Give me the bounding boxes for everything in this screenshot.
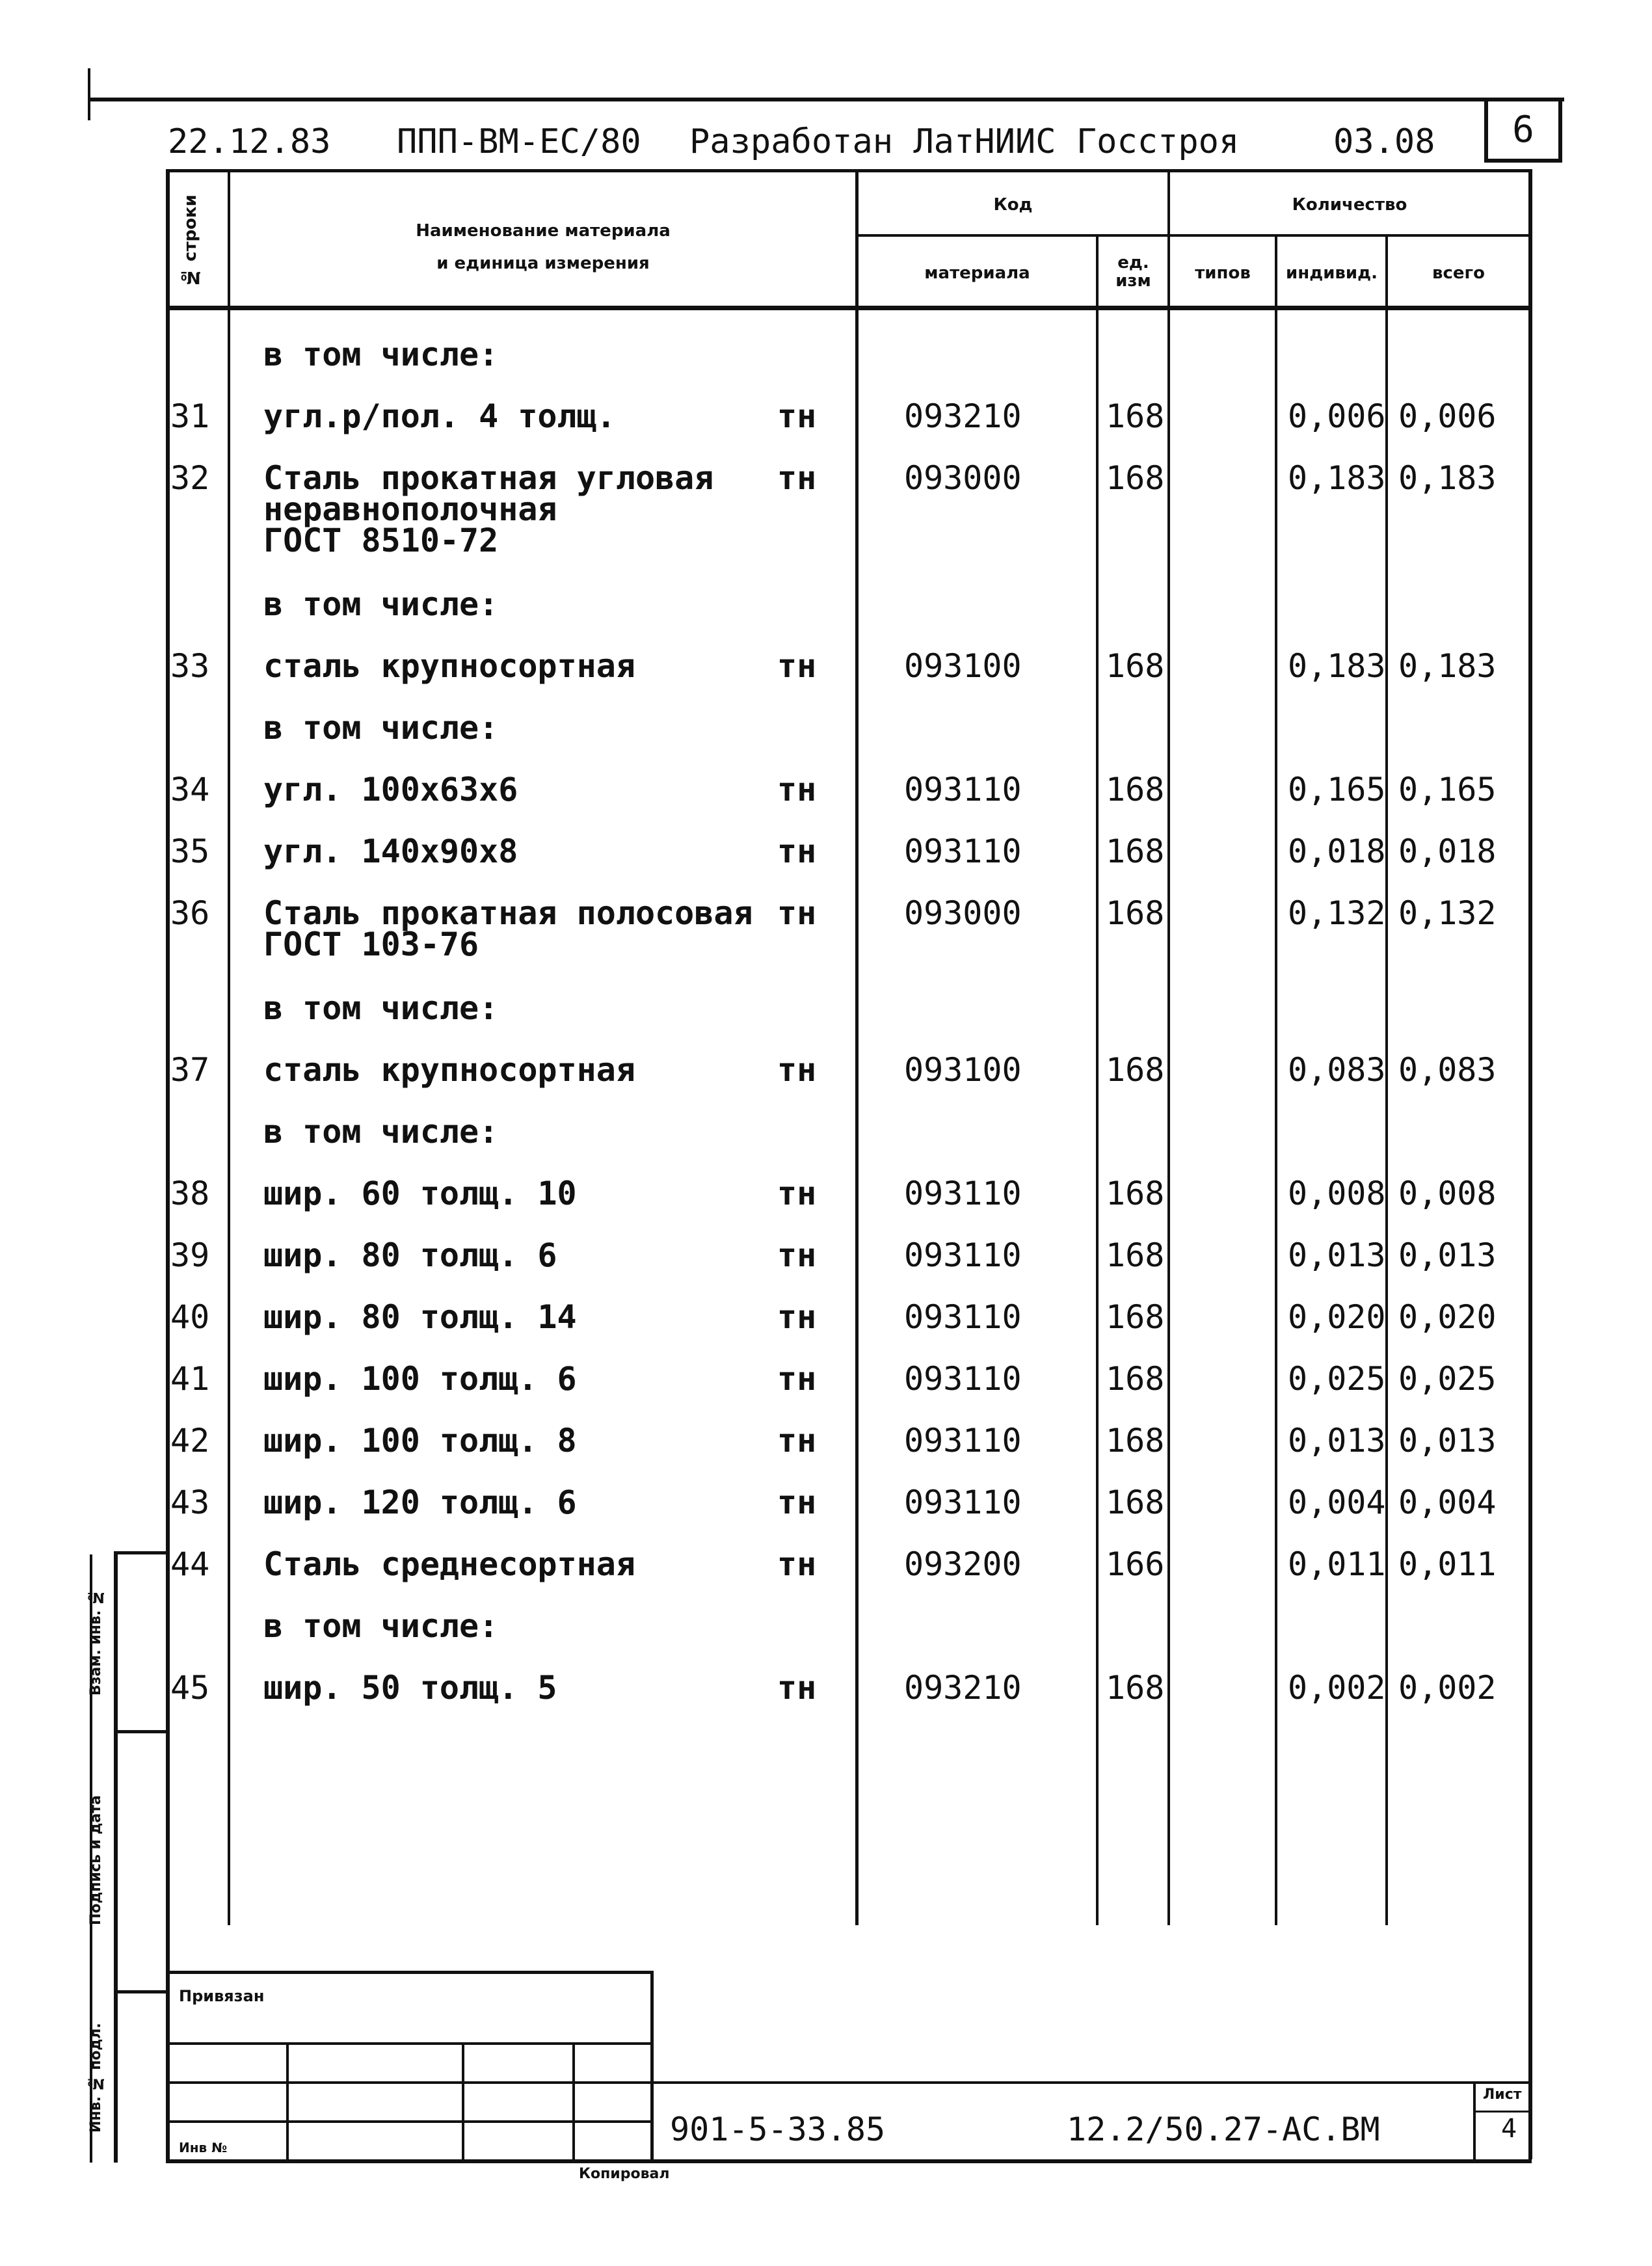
col-line-indiv (1385, 234, 1388, 1925)
unit-code: 168 (1106, 1360, 1165, 1398)
unit: тн (777, 833, 817, 870)
material-name: Сталь среднесортная (263, 1545, 635, 1583)
qty-total: 0,020 (1398, 1298, 1497, 1336)
material-name: шир. 80 толщ. 14 (263, 1298, 577, 1336)
qty-individual: 0,132 (1288, 894, 1386, 932)
material-code: 093100 (904, 647, 1022, 685)
col-header-qty-group: Количество (1292, 195, 1407, 215)
qty-total: 0,006 (1398, 397, 1497, 435)
col-line-code (1096, 234, 1099, 1925)
qty-total: 0,013 (1398, 1422, 1497, 1460)
sheet-label: Лист (1483, 2086, 1522, 2103)
material-name: шир. 100 толщ. 6 (263, 1360, 577, 1398)
unit-code: 168 (1106, 833, 1165, 870)
qty-total: 0,013 (1398, 1236, 1497, 1274)
material-name: шир. 120 толщ. 6 (263, 1484, 577, 1521)
tb-line-3 (166, 2081, 1532, 2084)
qty-total: 0,025 (1398, 1360, 1497, 1398)
material-code: 093110 (904, 1236, 1022, 1274)
unit-code: 168 (1106, 1422, 1165, 1460)
material-name: угл.р/пол. 4 толщ. (263, 397, 616, 435)
margin-vzam-inv: Взам. инв. № (88, 1589, 104, 1696)
header-version: 03.08 (1333, 122, 1435, 161)
qty-individual: 0,013 (1288, 1422, 1386, 1460)
unit-code: 168 (1106, 1051, 1165, 1089)
tb-sheet-line (1473, 2111, 1532, 2113)
qty-individual: 0,004 (1288, 1484, 1386, 1521)
unit-code: 168 (1106, 459, 1165, 497)
qty-individual: 0,020 (1288, 1298, 1386, 1336)
margin-inv-podl: Инв. № подл. (88, 2023, 104, 2133)
subheading-text: в том числе: (263, 336, 499, 373)
document-code: 12.2/50.27-АС.ВМ (1067, 2111, 1380, 2148)
col-header-typical: типов (1195, 263, 1251, 283)
col-line-no (228, 169, 230, 1925)
header-developer: Разработан ЛатНИИС Госстроя (689, 122, 1240, 161)
left-border (166, 169, 170, 2159)
qty-individual: 0,165 (1288, 771, 1386, 808)
unit: тн (777, 1360, 817, 1398)
material-name: Сталь прокатная полосовая (263, 894, 753, 932)
qty-individual: 0,011 (1288, 1545, 1386, 1583)
material-code: 093110 (904, 771, 1022, 808)
margin-signature-date: Подпись и дата (88, 1795, 104, 1925)
header-date: 22.12.83 (168, 122, 331, 161)
col-header-name-sub: и единица измерения (436, 254, 650, 273)
qty-total: 0,018 (1398, 833, 1497, 870)
unit-code: 168 (1106, 397, 1165, 435)
tb-vline-2 (286, 2042, 289, 2159)
row-number: 31 (170, 397, 210, 435)
row-number: 39 (170, 1236, 210, 1274)
sheet-number: 4 (1500, 2114, 1517, 2144)
qty-individual: 0,183 (1288, 647, 1386, 685)
subheading-text: в том числе: (263, 1607, 499, 1645)
qty-individual: 0,025 (1288, 1360, 1386, 1398)
col-line-ucode (1167, 169, 1170, 1925)
unit: тн (777, 1545, 817, 1583)
unit-code: 168 (1106, 1175, 1165, 1212)
material-name: ГОСТ 8510-72 (263, 522, 499, 559)
tb-line-1 (166, 1971, 654, 1974)
subheading-text: в том числе: (263, 1113, 499, 1151)
qty-total: 0,165 (1398, 771, 1497, 808)
material-name: сталь крупносортная (263, 647, 635, 685)
unit-code: 168 (1106, 1236, 1165, 1274)
tb-vline-3 (462, 2042, 464, 2159)
unit: тн (777, 397, 817, 435)
subheading-text: в том числе: (263, 709, 499, 747)
row-number: 42 (170, 1422, 210, 1460)
material-code: 093110 (904, 833, 1022, 870)
qty-total: 0,132 (1398, 894, 1497, 932)
unit-code: 168 (1106, 894, 1165, 932)
qty-individual: 0,083 (1288, 1051, 1386, 1089)
margin-vline (114, 1551, 118, 2163)
material-name: шир. 80 толщ. 6 (263, 1236, 557, 1274)
right-border (1528, 169, 1532, 2159)
row-number: 34 (170, 771, 210, 808)
unit: тн (777, 1236, 817, 1274)
header-mid-line (855, 234, 1532, 237)
subheading-text: в том числе: (263, 585, 499, 623)
unit: тн (777, 1051, 817, 1089)
row-number: 40 (170, 1298, 210, 1336)
subheading-text: в том числе: (263, 989, 499, 1027)
material-code: 093110 (904, 1422, 1022, 1460)
unit: тн (777, 894, 817, 932)
unit: тн (777, 1669, 817, 1707)
col-header-individual: индивид. (1286, 263, 1378, 283)
material-name: угл. 100x63x6 (263, 771, 518, 808)
table-top-line (166, 169, 1532, 172)
qty-total: 0,011 (1398, 1545, 1497, 1583)
row-number: 38 (170, 1175, 210, 1212)
top-border (88, 98, 1564, 101)
unit: тн (777, 1484, 817, 1521)
material-code: 093200 (904, 1545, 1022, 1583)
material-code: 093210 (904, 1669, 1022, 1707)
col-header-row-no: № строки (181, 194, 200, 287)
qty-individual: 0,006 (1288, 397, 1386, 435)
qty-total: 0,008 (1398, 1175, 1497, 1212)
row-number: 36 (170, 894, 210, 932)
top-tick (88, 68, 90, 120)
qty-total: 0,004 (1398, 1484, 1497, 1521)
row-number: 35 (170, 833, 210, 870)
header-bottom-line (166, 306, 1532, 310)
unit-code: 168 (1106, 771, 1165, 808)
col-header-code-group: Код (993, 195, 1033, 215)
qty-individual: 0,183 (1288, 459, 1386, 497)
row-number: 32 (170, 459, 210, 497)
unit-code: 168 (1106, 1298, 1165, 1336)
col-header-total: всего (1432, 263, 1485, 283)
unit-code: 168 (1106, 647, 1165, 685)
material-code: 093110 (904, 1360, 1022, 1398)
row-number: 44 (170, 1545, 210, 1583)
header-code: ППП-ВМ-ЕС/80 (397, 122, 641, 161)
row-number: 33 (170, 647, 210, 685)
qty-total: 0,002 (1398, 1669, 1497, 1707)
tb-vline-4 (572, 2042, 575, 2159)
inv-no-label: Инв № (179, 2140, 228, 2155)
row-number: 37 (170, 1051, 210, 1089)
unit-code: 166 (1106, 1545, 1165, 1583)
material-name: сталь крупносортная (263, 1051, 635, 1089)
tb-vline-1 (650, 1971, 654, 2163)
material-code: 093000 (904, 894, 1022, 932)
col-header-unit-code: ед. изм (1115, 253, 1151, 291)
unit: тн (777, 1298, 817, 1336)
unit: тн (777, 1422, 817, 1460)
unit: тн (777, 647, 817, 685)
tb-bottom-line (166, 2159, 1532, 2163)
col-line-name (855, 169, 859, 1925)
material-code: 093110 (904, 1298, 1022, 1336)
project-number: 901-5-33.85 (670, 2111, 886, 2148)
material-name: шир. 100 толщ. 8 (263, 1422, 577, 1460)
margin-line-2 (114, 1730, 169, 1733)
material-code: 093100 (904, 1051, 1022, 1089)
qty-total: 0,183 (1398, 459, 1497, 497)
material-name: неравнополочная (263, 490, 557, 528)
unit: тн (777, 1175, 817, 1212)
margin-line-3 (114, 1990, 169, 1993)
row-number: 45 (170, 1669, 210, 1707)
col-header-name: Наименование материала (416, 221, 671, 241)
material-name: шир. 50 толщ. 5 (263, 1669, 557, 1707)
sheet-box: 6 (1484, 98, 1562, 163)
qty-individual: 0,008 (1288, 1175, 1386, 1212)
unit: тн (777, 459, 817, 497)
material-name: ГОСТ 103-76 (263, 926, 479, 963)
material-code: 093210 (904, 397, 1022, 435)
col-header-material: материала (924, 263, 1030, 283)
privyazan-label: Привязан (179, 1987, 265, 2005)
margin-line-1 (114, 1551, 169, 1554)
unit: тн (777, 771, 817, 808)
unit-code: 168 (1106, 1484, 1165, 1521)
material-code: 093000 (904, 459, 1022, 497)
copied-label: Копировал (579, 2166, 670, 2182)
material-name: Сталь прокатная угловая (263, 459, 714, 497)
unit-code: 168 (1106, 1669, 1165, 1707)
qty-total: 0,183 (1398, 647, 1497, 685)
tb-line-2 (166, 2042, 654, 2045)
qty-individual: 0,013 (1288, 1236, 1386, 1274)
qty-individual: 0,018 (1288, 833, 1386, 870)
col-line-typical (1275, 234, 1277, 1925)
material-code: 093110 (904, 1484, 1022, 1521)
qty-total: 0,083 (1398, 1051, 1497, 1089)
qty-individual: 0,002 (1288, 1669, 1386, 1707)
material-name: шир. 60 толщ. 10 (263, 1175, 577, 1212)
material-name: угл. 140x90x8 (263, 833, 518, 870)
row-number: 41 (170, 1360, 210, 1398)
tb-line-4 (166, 2120, 654, 2123)
material-code: 093110 (904, 1175, 1022, 1212)
tb-vline-sheet (1473, 2081, 1476, 2163)
row-number: 43 (170, 1484, 210, 1521)
